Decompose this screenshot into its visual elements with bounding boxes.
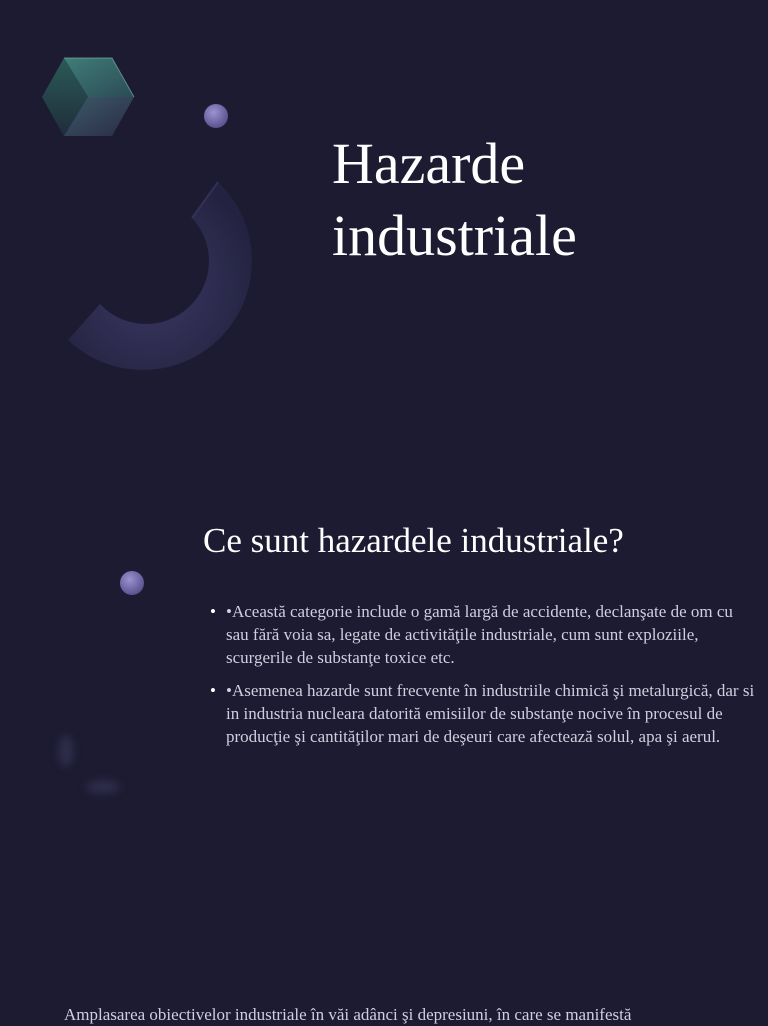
page-title [332, 128, 752, 272]
page-title-line-1: Hazarde [332, 131, 526, 196]
bullet-text: •Asemenea hazarde sunt frecvente în industriile chimică şi metalurgică, dar si in industria nucleara datorită emisiilor de substanţe nocive în procesul de producţie şi cantităţilor mari de deşeuri care afectează solul, apa şi aerul. [226, 681, 755, 746]
bullet-list [210, 600, 755, 758]
footer-paragraph: Amplasarea obiectivelor industriale în văi adânci şi depresiuni, în care se manifestă [64, 1005, 632, 1024]
glow-decoration-2 [86, 780, 120, 794]
orb-decoration-top [204, 104, 228, 128]
glow-decoration-1 [58, 735, 74, 767]
bullet-dot-icon: • [210, 602, 216, 621]
orb-decoration-middle [120, 571, 144, 595]
bullet-item [210, 600, 755, 669]
bullet-dot-icon: • [210, 681, 216, 700]
cube-decoration-icon [40, 56, 136, 138]
page-title-line-2: industriale [332, 203, 577, 268]
bullet-text: •Această categorie include o gamă largă de accidente, declanşate de om cu sau fără voia sa, legate de activităţile industriale, cum sunt exploziile, scurgerile de substanţe toxice etc. [226, 602, 733, 667]
section-heading: Ce sunt hazardele industriale? [203, 521, 624, 560]
ring-decoration-shape [60, 170, 275, 385]
bullet-item [210, 679, 755, 748]
